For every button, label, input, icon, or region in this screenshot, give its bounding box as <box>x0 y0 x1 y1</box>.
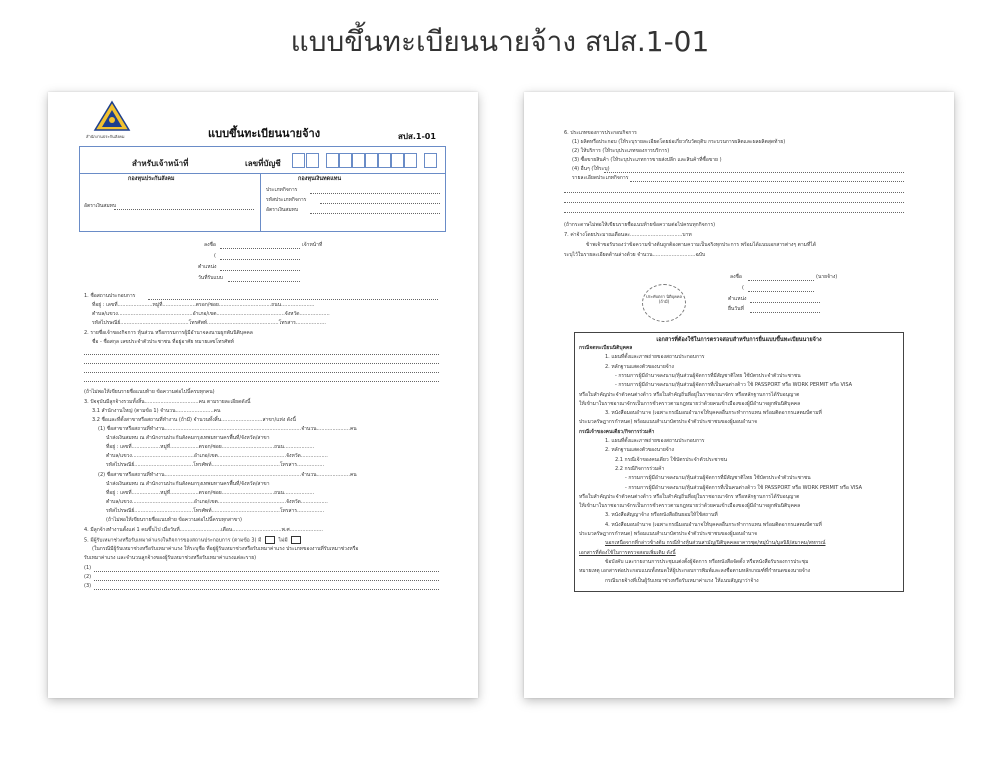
employer-name-field[interactable] <box>748 291 814 292</box>
account-number-label: เลขที่บัญชี <box>245 159 281 168</box>
officer-name-field[interactable] <box>220 259 300 260</box>
account-digit-box[interactable] <box>326 153 339 168</box>
required-document-item: 1. แผนที่ตั้งและภาพถ่ายของสถานประกอบการ <box>605 438 705 444</box>
required-document-item: 2. หลักฐานแสดงตัวของนายจ้าง <box>605 447 674 454</box>
form-line: ตำบล/แขวง.......................................อำเภอ/เขต...........................................จังหวัด................. <box>106 453 328 459</box>
form-line: (3) ซื้อขายสินค้า (ให้ระบุประเภทการขายส่งปลีก และสินค้าที่ซื้อขาย ) <box>572 157 722 163</box>
business-code-label: รหัสประเภทกิจการ <box>266 197 307 203</box>
required-documents-box <box>574 332 904 592</box>
required-document-item: ให้เข้ามาในราชอาณาจักรเป็นการชั่วคราวตามกฎหมายว่าด้วยคนเข้าเมืองของผู้มีอำนาจผูกพันนิติบุคคล <box>579 400 801 407</box>
form-line: (2) ให้บริการ (ให้ระบุประเภทของการบริการ) <box>572 148 670 154</box>
business-detail-field[interactable] <box>630 181 904 182</box>
form-line: ที่อยู่ : เลขที่..................หมู่ที่..................ตรอก/ซอย.................................ถนน................... <box>106 490 315 496</box>
form-line: 6. ประเภทของการประกอบกิจการ <box>564 130 637 136</box>
required-document-item: - กรรมการผู้มีอำนาจลงนาม/หุ้นส่วนผู้จัดการที่มีสัญชาติไทย ใช้บัตรประจำตัวประชาชน <box>615 372 801 379</box>
compensation-fund-label: กองทุนเงินทดแทน <box>298 176 342 182</box>
account-digit-box[interactable] <box>404 153 417 168</box>
officer-position-label: ตำแหน่ง <box>198 264 217 270</box>
account-digit-box[interactable] <box>339 153 352 168</box>
required-document-item: - กรรมการผู้มีอำนาจลงนาม/หุ้นส่วนผู้จัดการที่เป็นคนต่างด้าว ใช้ PASSPORT หรือ WORK PERMIT หรือ VISA <box>625 484 863 491</box>
form-line: 2. รายชื่อเจ้าของกิจการ หุ้นส่วน หรือกรรมการผู้มีอำนาจลงนามผูกพันนิติบุคคล <box>84 330 253 336</box>
form-line: (ถ้าไม่พอให้เขียนรายชื่อแนบท้าย ข้อความต่อไปนี้ครบทุกคน) <box>84 389 215 395</box>
subcontractor-row-field[interactable] <box>94 589 439 590</box>
required-document-item: หมายเหตุ เอกสารต่อประกอบแนบทั้งหมดให้ผู้ประกอบการพิมพ์และลงชื่อตามหลักเกณฑ์ที่กำหนดของนายจ้าง <box>579 568 811 575</box>
account-digit-box[interactable] <box>378 153 391 168</box>
form-line: (ถ้ากระดาษไม่พอให้เขียนรายชื่อแนบท้ายข้อความต่อไปครบทุกกิจการ) <box>564 222 716 228</box>
employer-sign-suffix: (นายจ้าง) <box>816 274 838 280</box>
business-type-label: ประเภทกิจการ <box>266 187 298 193</box>
required-document-item: 2.1 กรณีเจ้าของคนเดียว ใช้บัตรประจำตัวประชาชน <box>615 456 728 463</box>
form-line: ตำบล/แขวง...............................................อำเภอ/เขต...........................................จังหวัด................... <box>92 311 330 317</box>
form-line: รายละเอียดประเภทกิจการ <box>572 175 629 181</box>
business-detail-field[interactable] <box>564 192 904 193</box>
officer-sign-label: ลงชื่อ <box>204 242 216 248</box>
owner-row[interactable] <box>84 372 439 373</box>
required-document-item: 2. หลักฐานแสดงตัวของนายจ้าง <box>605 363 674 370</box>
form-line: ข้าพเจ้าขอรับรองว่าข้อความข้างต้นถูกต้องตามความเป็นจริงทุกประการ พร้อมได้แนบเอกสารต่างๆ ตามที่ได้ <box>586 242 817 248</box>
required-document-item: 4. หนังสือมอบอำนาจ (เฉพาะกรณีมอบอำนาจให้บุคคลอื่นกระทำการแทน พร้อมติดอากรแสตมป์ตามที่ <box>605 521 822 528</box>
received-date-label: วันที่รับแบบ <box>198 275 223 281</box>
contribution-rate-field[interactable] <box>114 209 254 210</box>
officer-name-open: ( <box>214 253 216 259</box>
form-line: 3.1 สำนักงานใหญ่ (ตามข้อ 1) จำนวน........................คน <box>92 408 221 414</box>
employer-position-field[interactable] <box>750 302 820 303</box>
form-line: รหัสไปรษณีย์.....................................โทรศัพท์...........................................โทรสาร................. <box>106 508 325 514</box>
required-document-item: 3. หนังสือมอบอำนาจ (เฉพาะกรณีมอบอำนาจให้บุคคลอื่นกระทำการแทน พร้อมติดอากรแสตมป์ตามที่ <box>605 410 822 417</box>
social-security-fund-label: กองทุนประกันสังคม <box>128 176 175 182</box>
subcontractor-question <box>84 536 303 544</box>
business-other-field[interactable] <box>604 172 904 173</box>
employer-position-label: ตำแหน่ง <box>728 296 747 302</box>
submit-date-label: ยื่นวันที่ <box>728 306 744 312</box>
logo-caption: สำนักงานประกันสังคม <box>86 134 125 139</box>
required-document-item: ประมวลรัษฎากรกำหนด) พร้อมแนบสำเนาบัตรประจำตัวประชาชนของผู้มอบอำนาจ <box>579 531 758 537</box>
has-subcontractor-checkbox[interactable] <box>265 536 275 544</box>
officer-section <box>79 146 446 232</box>
account-digit-box[interactable] <box>352 153 365 168</box>
subcontractor-question-text: 5. มีผู้รับเหมาช่วงหรือรับเหมาค่าแรงในกิจการของสถานประกอบการ (ตามข้อ 3) มี <box>84 537 262 544</box>
form-line: (2) <box>84 574 92 580</box>
required-document-item: หรือใบสำคัญประจำตัวคนต่างด้าว หรือใบสำคัญถิ่นที่อยู่ในราชอาณาจักร หรือหลักฐานการได้รับอนุญาต <box>579 493 800 500</box>
contribution-rate-label: อัตราเงินสมทบ <box>84 203 117 209</box>
submit-date-field[interactable] <box>750 312 820 313</box>
business-code-field[interactable] <box>320 203 440 204</box>
owner-row[interactable] <box>84 363 439 364</box>
owners-table-header: ชื่อ - ชื่อสกุล เลขประจำตัวประชาชน ที่อยู่อาศัย หมายเลขโทรศัพท์ <box>92 339 234 345</box>
form-line: 7. ค่าจ้างโดยประมาณเดือนละ.................................บาท <box>564 232 692 238</box>
no-subcontractor-label: ไม่มี <box>278 537 288 544</box>
form-line: นำส่งเงินสมทบ ณ สำนักงานประกันสังคมกรุงเทพมหานครพื้นที่/จังหวัด/สาขา <box>106 481 270 487</box>
required-document-item: - กรรมการผู้มีอำนาจลงนาม/หุ้นส่วนผู้จัดการที่เป็นคนต่างด้าว ใช้ PASSPORT หรือ WORK PERMIT หรือ VISA <box>615 382 853 389</box>
required-document-item: นอกเหนือจากที่กล่าวข้างต้น กรณีห้างหุ้นส่วนสามัญ/นิติบุคคลอาคารชุด/หมู่บ้าน/มูลนิธิ/สมาคม/สหกรณ์ <box>605 540 826 547</box>
form-line: 3.2 ชื่อและที่ตั้งสาขาหรือสถานที่ทำงาน (ถ้ามี) จำนวนทั้งสิ้น..........................สาขา/แห่ง ดังนี้ <box>92 417 296 423</box>
form-line: (1) ผลิตหรือประกอบ (ให้ระบุรายละเอียดโดยย่อเกี่ยวกับวัตถุดิบ กระบวนการผลิตและผลผลิตสุดท้าย) <box>572 139 786 145</box>
form-line: ตำบล/แขวง.......................................อำเภอ/เขต...........................................จังหวัด................. <box>106 499 328 505</box>
required-documents-title: เอกสารที่ต้องใช้ในการตรวจสอบสำหรับการยื่นแบบขึ้นทะเบียนนายจ้าง <box>656 337 822 343</box>
page-title: แบบขึ้นทะเบียนนายจ้าง สปส.1-01 <box>290 25 710 58</box>
stamp-text: ประทับตรา นิติบุคคล (ถ้ามี) <box>646 294 682 304</box>
form-line: ระบุไว้ในรายละเอียดด้านล่างด้วย จำนวน...........................ฉบับ <box>564 252 706 258</box>
form-page-2 <box>524 92 954 698</box>
form-line: 3. ปัจจุบันมีลูกจ้างรวมทั้งสิ้น..................................คน ตามรายละเอียดดังนี้ <box>84 399 251 405</box>
officer-title: สำหรับเจ้าหน้าที่ <box>132 159 189 168</box>
form-line: นำส่งเงินสมทบ ณ สำนักงานประกันสังคมกรุงเทพมหานครพื้นที่/จังหวัด/สาขา <box>106 435 270 441</box>
company-stamp-area <box>642 284 686 322</box>
subcontractor-row-field[interactable] <box>94 571 439 572</box>
required-document-item: 2.2 กรณีกิจการร่วมค้า <box>615 465 665 472</box>
form-line: (1) ชื่อสาขาหรือสถานที่ทำงาน......................................................................................จำนวน.....................คน <box>98 426 357 432</box>
form-line: (2) ชื่อสาขาหรือสถานที่ทำงาน......................................................................................จำนวน.....................คน <box>98 472 357 478</box>
required-document-item: ข้อบังคับ และรายงานการประชุมแต่งตั้งผู้จัดการ หรือหนังสือจัดตั้ง หรือหนังสือรับรองการประชุม <box>605 558 809 565</box>
no-subcontractor-checkbox[interactable] <box>291 536 301 544</box>
form-page-1 <box>48 92 478 698</box>
required-document-item: 1. แผนที่ตั้งและภาพถ่ายของสถานประกอบการ <box>605 354 705 361</box>
fund-divider <box>260 173 261 231</box>
required-document-item: เอกสารที่ต้องใช้ในการตรวจสอบเพิ่มเติม ดังนี้ <box>579 549 676 556</box>
subcontractor-row-field[interactable] <box>94 580 439 581</box>
business-detail-field[interactable] <box>564 212 904 213</box>
officer-sign-field[interactable] <box>220 248 300 249</box>
owner-row[interactable] <box>84 381 439 382</box>
account-digit-box[interactable] <box>391 153 404 168</box>
form-code: สปส.1-01 <box>398 132 436 141</box>
officer-position-field[interactable] <box>220 270 300 271</box>
form-line: 1. ชื่อสถานประกอบการ <box>84 293 136 299</box>
required-documents-section-heading: กรณีจดทะเบียนนิติบุคคล <box>579 345 633 351</box>
form-line: รหัสไปรษณีย์...........................................โทรศัพท์.............................................โทรสาร................... <box>92 320 326 326</box>
required-document-item: ประมวลรัษฎากรกำหนด) พร้อมแนบสำเนาบัตรประจำตัวประชาชนของผู้มอบอำนาจ <box>579 419 758 426</box>
account-digit-box[interactable] <box>292 153 305 168</box>
owner-row[interactable] <box>84 354 439 355</box>
account-digit-box[interactable] <box>306 153 319 168</box>
required-document-item: - กรรมการผู้มีอำนาจลงนาม/หุ้นส่วนผู้จัดการที่มีสัญชาติไทย ใช้บัตรประจำตัวประชาชน <box>625 475 811 482</box>
required-document-item: หรือใบสำคัญประจำตัวคนต่างด้าว หรือใบสำคัญถิ่นที่อยู่ในราชอาณาจักร หรือหลักฐานการได้รับอนุญาต <box>579 391 800 398</box>
compensation-rate-field[interactable] <box>310 213 440 214</box>
officer-sign-suffix: เจ้าหน้าที่ <box>302 242 323 248</box>
form-line: รับเหมาค่าแรง และจำนวนลูกจ้างของผู้รับเหมาช่วงหรือรับเหมาค่าแรงแต่ละราย) <box>84 555 257 561</box>
form-title: แบบขึ้นทะเบียนนายจ้าง <box>208 127 321 140</box>
account-digit-box[interactable] <box>365 153 378 168</box>
form-line: 4. มีลูกจ้างทำงานตั้งแต่ 1 คนขึ้นไป เมื่อวันที่..........................เดือน...............................พ.ศ..................... <box>84 527 324 533</box>
required-document-item: กรณีนายจ้างที่เป็นผู้รับเหมาช่วงหรือรับเหมาค่าแรง ให้แนบสัญญาว่าจ้าง <box>605 577 759 584</box>
officer-header <box>80 147 445 174</box>
form-line: รหัสไปรษณีย์.....................................โทรศัพท์...........................................โทรสาร................. <box>106 462 325 468</box>
received-date-field[interactable] <box>228 281 300 282</box>
form-line: ที่อยู่ : เลขที่......................หมู่ที่.....................ตรอก/ซอย.................................ถนน..................... <box>92 302 315 308</box>
form-line: (3) <box>84 583 92 589</box>
required-document-item: ให้เข้ามาในราชอาณาจักรเป็นการชั่วคราวตามกฎหมายว่าด้วยคนเข้าเมืองของผู้มีอำนาจผูกพันนิติบุคคล <box>579 503 801 510</box>
compensation-rate-label: อัตราเงินสมทบ <box>266 207 299 213</box>
employer-sign-label: ลงชื่อ <box>730 274 742 280</box>
form-line: ที่อยู่ : เลขที่..................หมู่ที่..................ตรอก/ซอย.................................ถนน................... <box>106 444 315 450</box>
business-type-field[interactable] <box>310 193 440 194</box>
employer-sign-field[interactable] <box>748 280 814 281</box>
required-document-item: 3. หนังสือสัญญาจ้าง หรือหนังสือยินยอมให้ใช้สถานที่ <box>605 512 718 519</box>
employer-name-open: ( <box>742 285 744 291</box>
business-detail-field[interactable] <box>564 202 904 203</box>
required-documents-section-heading: กรณีเจ้าของคนเดียว/กิจการร่วมค้า <box>579 428 655 435</box>
form-line: (4) อื่นๆ (ให้ระบุ) <box>572 166 610 172</box>
account-digit-box[interactable] <box>424 153 437 168</box>
form-line: (ในกรณีมีผู้รับเหมาช่วงหรือรับเหมาค่าแรง ให้ระบุชื่อ ที่อยู่ผู้รับเหมาช่วงหรือรับเหมาค่าแรง ประเภทของงานที่รับเหมาช่วงหรือ <box>92 546 359 552</box>
establishment-name-field[interactable] <box>148 299 438 300</box>
form-line: (1) <box>84 565 92 571</box>
form-line: (ถ้าไม่พอให้เขียนรายชื่อแนบท้าย ข้อความต่อไปนี้ครบทุกสาขา) <box>106 517 242 523</box>
